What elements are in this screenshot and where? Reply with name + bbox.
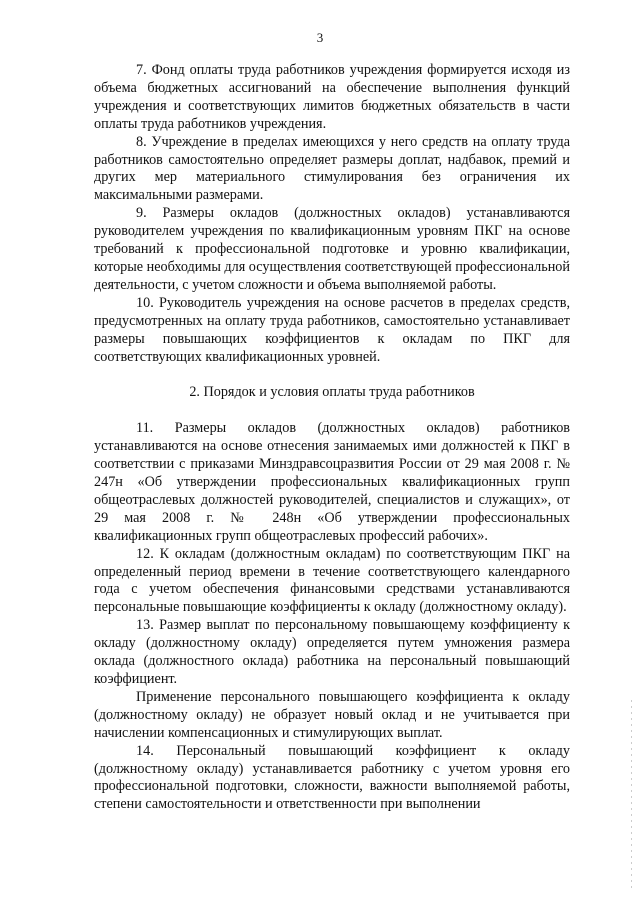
document-body (94, 62, 570, 814)
page-number: 3 (316, 30, 324, 45)
paragraph-13: 13. Размер выплат по персональному повышающему коэффициенту к окладу (должностному окладу) определяется путем умножения размера оклада (должностного оклада) работника на персональный повышающий коэффициент. (94, 617, 570, 687)
paragraph-10: 10. Руководитель учреждения на основе расчетов в пределах средств, предусмотренных на оплату труда работников, самостоятельно устанавливает размеры повышающих коэффициентов к окладам по ПКГ для соответствующих квалификационных уровней. (94, 294, 570, 365)
section-heading: 2. Порядок и условия оплаты труда работников (189, 384, 475, 401)
paragraph-13-note: Применение персонального повышающего коэффициента к окладу (должностному окладу) не образует новый оклад и не учитывается при начислении компенсационных и стимулирующих выплат. (94, 688, 570, 741)
scan-edge-artifact (631, 700, 632, 890)
paragraph-9: 9. Размеры окладов (должностных окладов) устанавливаются руководителем учреждения по квалификационным уровням ПКГ на основе требований к профессиональной подготовке и уровню квалификации, которые необходимы для осуществления соответствующей профессиональной деятельности, с учетом сложности и объема выполняемой работы. (94, 205, 570, 293)
paragraph-12: 12. К окладам (должностным окладам) по соответствующим ПКГ на определенный период времени в течение соответствующего календарного года с учетом обеспечения финансовыми средствами устанавливаются персональные повышающие коэффициенты к окладу (должностному окладу). (94, 545, 570, 616)
paragraph-7: 7. Фонд оплаты труда работников учреждения формируется исходя из объема бюджетных ассигнований на обеспечение выполнения функций учреждения и соответствующих лимитов бюджетных обязательств в части оплаты труда работников учреждения. (94, 62, 570, 132)
paragraph-14: 14. Персональный повышающий коэффициент к окладу (должностному окладу) устанавливается работнику с учетом уровня его профессиональной подготовки, сложности, важности выполняемой работы, степени самостоятельности и ответственности при выполнении (94, 742, 570, 813)
paragraph-8: 8. Учреждение в пределах имеющихся у него средств на оплату труда работников самостоятельно определяет размеры доплат, надбавок, премий и других мер материального стимулирования без ограничения их максимальными размерами. (94, 133, 570, 204)
paragraph-11: 11. Размеры окладов (должностных окладов) работников устанавливаются на основе отнесения занимаемых ими должностей к ПКГ в соответствии с приказами Минздравсоцразвития России от 29 мая 2008 г. № 247н «Об утверждении профессиональных квалификационных групп общеотраслевых должностей руководителей, специалистов и служащих», от 29 мая 2008 г. № 248н «Об утверждении профессиональных квалификационных групп общеотраслевых профессий рабочих». (94, 420, 570, 544)
